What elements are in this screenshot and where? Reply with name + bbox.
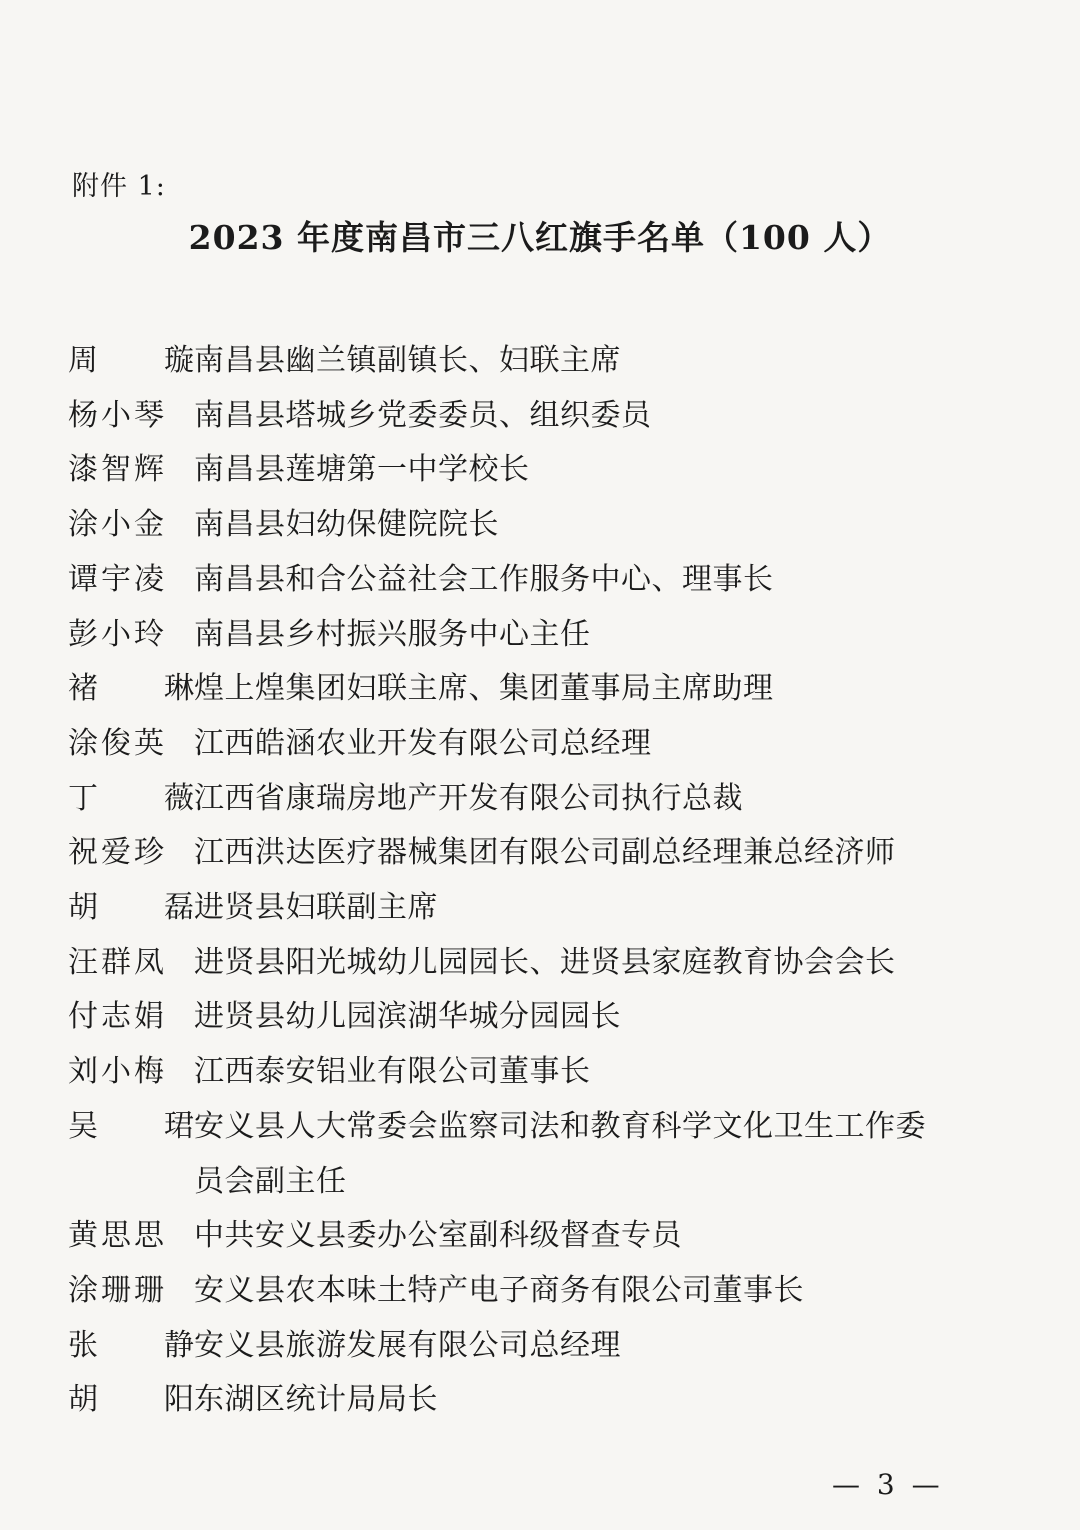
honoree-name: 彭小玲 — [68, 616, 167, 652]
name-character: 璇 — [164, 343, 194, 378]
list-item — [68, 1264, 968, 1319]
honoree-title: 江西皓涵农业开发有限公司总经理 — [194, 725, 652, 761]
honoree-title: 南昌县莲塘第一中学校长 — [194, 452, 530, 488]
honoree-title: 煌上煌集团妇联主席、集团董事局主席助理 — [194, 671, 774, 707]
honoree-title: 进贤县阳光城幼儿园园长、进贤县家庭教育协会会长 — [194, 944, 896, 980]
honoree-title: 进贤县幼儿园滨湖华城分园园长 — [194, 999, 621, 1035]
list-item — [68, 608, 968, 663]
name-character: 薇 — [164, 780, 194, 816]
list-item — [68, 443, 968, 498]
list-item — [68, 1319, 968, 1374]
list-item — [68, 662, 968, 717]
honoree-title: 南昌县塔城乡党委委员、组织委员 — [194, 397, 652, 433]
list-item — [68, 936, 968, 991]
honoree-name: 杨小琴 — [68, 397, 167, 433]
honoree-name — [68, 1373, 194, 1428]
honoree-name: 黄思思 — [68, 1218, 167, 1254]
list-item — [68, 334, 968, 389]
honoree-name: 涂俊英 — [68, 725, 167, 761]
honoree-name: 涂小金 — [68, 507, 167, 543]
page-number: — 3 — — [832, 1468, 944, 1501]
honoree-name — [68, 772, 194, 827]
honoree-title: 南昌县乡村振兴服务中心主任 — [194, 616, 591, 652]
list-item — [68, 772, 968, 827]
name-character: 周 — [68, 343, 98, 378]
name-character: 磊 — [164, 890, 194, 926]
list-item — [68, 1373, 968, 1428]
name-character: 胡 — [68, 890, 98, 926]
name-character: 丁 — [68, 780, 98, 816]
honoree-name: 漆智辉 — [68, 452, 167, 488]
name-character: 张 — [68, 1327, 98, 1363]
list-item — [68, 389, 968, 444]
name-character: 珺 — [164, 1108, 194, 1144]
honoree-title: 南昌县幽兰镇副镇长、妇联主席 — [194, 343, 621, 378]
honoree-name: 付志娟 — [68, 999, 167, 1035]
name-character: 阳 — [164, 1382, 194, 1418]
honoree-title: 安义县人大常委会监察司法和教育科学文化卫生工作委员会副主任 — [194, 1108, 926, 1199]
list-item — [68, 1209, 968, 1264]
name-character: 吴 — [68, 1108, 98, 1144]
list-item — [68, 717, 968, 772]
honoree-name — [68, 881, 194, 936]
honoree-title: 江西泰安铝业有限公司董事长 — [194, 1054, 591, 1090]
honoree-name — [68, 1319, 194, 1374]
list-title: 2023 年度南昌市三八红旗手名单（100 人） — [188, 218, 892, 257]
name-character: 褚 — [68, 671, 98, 707]
honoree-title: 南昌县妇幼保健院院长 — [194, 507, 499, 543]
honoree-name — [68, 334, 194, 389]
honoree-name — [68, 1100, 194, 1155]
honoree-title: 进贤县妇联副主席 — [194, 890, 438, 926]
honoree-title: 江西省康瑞房地产开发有限公司执行总裁 — [194, 780, 743, 816]
list-item — [68, 881, 968, 936]
list-item — [68, 498, 968, 553]
honoree-title: 中共安义县委办公室副科级督查专员 — [194, 1218, 682, 1254]
honoree-title: 安义县旅游发展有限公司总经理 — [194, 1327, 621, 1363]
list-item — [68, 826, 968, 881]
list-item — [68, 1045, 968, 1100]
list-item — [68, 1100, 968, 1209]
name-character: 琳 — [164, 671, 194, 707]
name-character: 静 — [164, 1327, 194, 1363]
honoree-name: 涂珊珊 — [68, 1272, 167, 1308]
honoree-list — [68, 334, 968, 1428]
honoree-name — [68, 662, 194, 717]
honoree-name: 祝爱珍 — [68, 835, 167, 871]
honoree-title: 南昌县和合公益社会工作服务中心、理事长 — [194, 561, 774, 597]
honoree-name: 谭宇凌 — [68, 561, 167, 597]
name-character: 胡 — [68, 1382, 98, 1418]
attachment-label: 附件 1: — [72, 171, 166, 202]
honoree-name: 刘小梅 — [68, 1054, 167, 1090]
list-item — [68, 553, 968, 608]
honoree-title: 安义县农本味土特产电子商务有限公司董事长 — [194, 1272, 804, 1308]
honoree-name: 汪群凤 — [68, 944, 167, 980]
list-item — [68, 990, 968, 1045]
honoree-title: 江西洪达医疗器械集团有限公司副总经理兼总经济师 — [194, 835, 896, 871]
honoree-title: 东湖区统计局局长 — [194, 1382, 438, 1418]
